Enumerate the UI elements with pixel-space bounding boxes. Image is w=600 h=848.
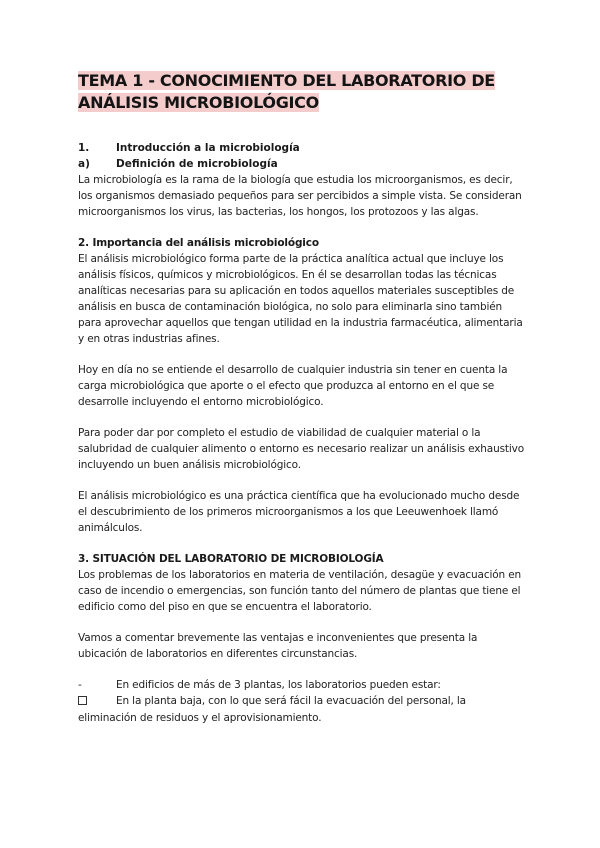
section-1a-title: Definición de microbiología xyxy=(116,158,278,170)
list-item-dash xyxy=(78,677,528,693)
section-2-heading: 2. Importancia del análisis microbiológico xyxy=(78,237,319,249)
section-2-paragraph-4: El análisis microbiológico es una práctica científica que ha evolucionado mucho desde el descubrimiento de los primeros microorganismos a los que Leeuwenhoek llamó animálculos. xyxy=(78,490,520,534)
checkbox-item-continuation: eliminación de residuos y el aprovisionamiento. xyxy=(78,712,322,724)
section-2-paragraph-1: El análisis microbiológico forma parte de la práctica analítica actual que incluye los análisis físicos, químicos y microbiológicos. En él se desarrollan todas las técnicas analíticas necesarias para su aplicación en todos aquellos materiales susceptibles de análisis en busca de contaminación biológica, no solo para eliminarla sino también para aprovechar aquellos que tengan utilidad en la industria farmacéutica, alimentaria y en otras industrias afines. xyxy=(78,253,523,345)
section-1a-letter: a) xyxy=(78,158,90,170)
page-title: TEMA 1 - CONOCIMIENTO DEL LABORATORIO DE ANÁLISIS MICROBIOLÓGICO xyxy=(78,71,495,112)
section-1-title: Introducción a la microbiología xyxy=(116,142,300,154)
section-1a-heading xyxy=(78,156,528,172)
list-item-checkbox xyxy=(78,693,528,710)
checkbox-item-text: En la planta baja, con lo que será fácil la evacuación del personal, la xyxy=(116,695,466,707)
section-1-paragraph: La microbiología es la rama de la biología que estudia los microorganismos, es decir, los organismos demasiado pequeños para ser percibidos a simple vista. Se consideran microorganismos los virus, las bacterias, los hongos, los protozoos y las algas. xyxy=(78,174,522,218)
section-2-paragraph-2: Hoy en día no se entiende el desarrollo de cualquier industria sin tener en cuenta la carga microbiológica que aporte o el efecto que produzca al entorno en el que se desarrolle incluyendo el entorno microbiológico. xyxy=(78,364,508,408)
section-3-paragraph-2: Vamos a comentar brevemente las ventajas e inconvenientes que presenta la ubicación de laboratorios en diferentes circunstancias. xyxy=(78,632,478,660)
document-page xyxy=(78,70,528,726)
dash-item-text: En edificios de más de 3 plantas, los laboratorios pueden estar: xyxy=(116,679,441,691)
dash-marker: - xyxy=(78,679,82,691)
section-3-heading: 3. SITUACIÓN DEL LABORATORIO DE MICROBIOLOGÍA xyxy=(78,553,384,565)
section-1-heading xyxy=(78,140,528,156)
section-2-paragraph-3: Para poder dar por completo el estudio de viabilidad de cualquier material o la salubridad de cualquier alimento o entorno es necesario realizar un análisis exhaustivo incluyendo un buen análisis microbiológico. xyxy=(78,427,524,471)
section-1-number: 1. xyxy=(78,142,90,154)
section-3-paragraph-1: Los problemas de los laboratorios en materia de ventilación, desagüe y evacuación en caso de incendio o emergencias, son función tanto del número de plantas que tiene el edificio como del piso en que se encuentra el laboratorio. xyxy=(78,569,522,613)
title-block xyxy=(78,70,508,114)
checkbox-icon xyxy=(78,696,87,705)
